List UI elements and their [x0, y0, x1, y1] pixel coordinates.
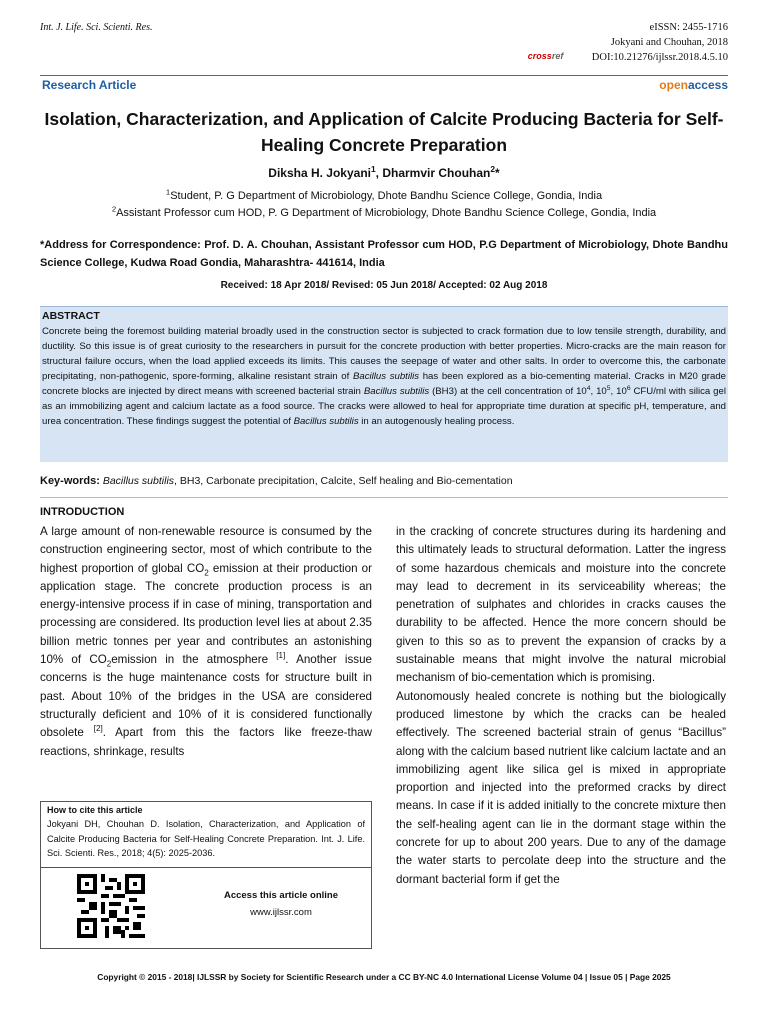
intro-c1-c: emission in the atmosphere	[111, 653, 277, 667]
crossref-logo-suffix: ref	[551, 51, 564, 61]
author-2[interactable]: Dharmvir Chouhan	[382, 166, 491, 180]
abstract-exp-5: 5	[606, 384, 611, 392]
abstract-box	[40, 306, 728, 462]
affiliation-2	[40, 204, 728, 219]
header-rule	[40, 75, 728, 76]
crossref-logo-text: cross	[527, 51, 552, 61]
abstract-p1: Concrete being the foremost building material broadly used in the construction sector is subjected to crack formation due to low tensile strength, durability, and ductility. So this issue is of great curiosity to the researchers in pursuit for the concrete production with better properties. Micro-cracks are the main reason for structural failure occurs, when the load applied exceeds its limits. This causes the seepage of water and other salts. In order to overcome this, the carbonate precipitating, non-pathogenic, spore-forming, alkaline resistant strain of	[42, 326, 726, 382]
article-type: Research Article	[42, 78, 137, 92]
abstract-exp-4: 4	[586, 384, 591, 392]
citation-title: How to cite this article	[47, 805, 143, 815]
affiliation-2-text: Assistant Professor cum HOD, P. G Department of Microbiology, Dhote Bandhu Science College, Gondia, India	[116, 207, 657, 219]
co2-sub-2: 2	[106, 659, 112, 669]
intro-c1-a: A large amount of non-renewable resource is consumed by the construction engineering sector, most of which contribute to the highest proportion of global CO	[40, 525, 372, 575]
abstract-species-1: Bacillus subtilis	[352, 371, 420, 382]
intro-c2-p2: Autonomously healed concrete is nothing but the biologically produced limestone by which the cracks can be healed effectively. The screened bacterial strain of genus “Bacillus” along with the calcium based nutrient like calcium lactate and an immobilizing agent like silica gel is mixed in appropriate proportion and injected into the preformed cracks by direct means. In case if it is added initially to the concrete mixture then the self-healing agent can lie in the dormant stage within the concrete for up to about 200 years. Due to any of the damage the water starts to percolate deep into the structure and the dormant bacterial form if get the	[396, 689, 726, 886]
abstract-species-3: Bacillus subtilis	[293, 416, 359, 427]
abstract-p4: CFU/ml with silica gel as an immobilizing agent and calcium lactate as a food source. The cracks were allowed to heal for appropriate time duration at specific pH, temperature, and urea concentration. These findings suggest the potential of	[42, 386, 726, 427]
affiliation-1-text: Student, P. G Department of Microbiology, Dhote Bandhu Science College, Gondia, India	[170, 190, 603, 202]
crossref-logo[interactable]	[528, 49, 564, 64]
abstract-p5: in an autogenously healing process.	[358, 416, 515, 427]
keywords	[40, 475, 728, 487]
author-1[interactable]: Diksha H. Jokyani	[268, 166, 371, 180]
access-online	[191, 890, 371, 918]
article-dates: Received: 18 Apr 2018/ Revised: 05 Jun 2018/ Accepted: 02 Aug 2018	[220, 280, 548, 291]
keywords-species: Bacillus subtilis	[102, 475, 175, 487]
author-2-sup: 2	[490, 164, 496, 174]
abstract-text	[42, 324, 726, 429]
journal-url-link[interactable]: www.ijlssr.com	[250, 907, 312, 918]
paper-title: Isolation, Characterization, and Application of Calcite Producing Bacteria for Self-Healing Concrete Preparation	[44, 109, 724, 155]
intro-c1-e: . Apart from this the factors like freeze-thaw reactions, shrinkage, results	[40, 726, 372, 758]
author-separator: ,	[375, 166, 383, 180]
citation-divider	[41, 867, 371, 868]
authors-short: Jokyani and Chouhan, 2018	[610, 37, 728, 48]
intro-c1-b: emission at their production or application stage. The concrete production process is an energy-intensive process if in case of mining, transportation and processing are considered. Its production level lies at about 2.35 billion metric tonnes per year and contributes an astonishing 10% of CO	[40, 561, 372, 667]
abstract-exp-6: 6	[626, 384, 631, 392]
reference-1[interactable]: [1]	[276, 651, 286, 661]
access-label: Access this article online	[223, 890, 339, 901]
qr-code-icon[interactable]	[77, 874, 145, 938]
affiliation-1-sup: 1	[165, 187, 171, 197]
open-access-access: access	[687, 78, 728, 92]
open-access-open: open	[659, 78, 688, 92]
header-right	[527, 20, 728, 65]
intro-c2-p1: in the cracking of concrete structures during its hardening and this ultimately leads to structural deformation. Latter the ingress of some hazardous chemicals and moisture into the concrete may lead to decrement in its serviceability whereas; the penetration of sulphates and chlorides in cracks causes the durability to be affected. Hence the more concern should be given to this so as to prevent the expansion of cracks by a sustainable means that might involve the natural microbial mechanism of bio-cementation which is promising.	[396, 525, 726, 685]
keywords-divider	[40, 497, 728, 498]
intro-column-1	[40, 523, 372, 761]
abstract-p3: (BH3) at the cell concentration of 10	[429, 386, 587, 397]
author-list	[40, 166, 728, 180]
affiliation-2-sup: 2	[111, 204, 117, 214]
citation-text: Jokyani DH, Chouhan D. Isolation, Characterization, and Application of Calcite Producing Bacteria for Self-Healing Concrete Preparation. Int. J. Life. Sci. Scienti. Res., 2018; 4(5): 2025-2036.	[47, 819, 365, 858]
intro-c1-d: . Another issue concerns is the huge maintenance costs for structure built in past. About 10% of the bridges in the USA are considered structurally deficient and 10% of it is considered functionally obsolete	[40, 653, 372, 740]
introduction-heading: INTRODUCTION	[40, 506, 125, 518]
corresponding-star: *	[495, 166, 500, 180]
abstract-comma-1: , 10	[590, 386, 607, 397]
abstract-species-2: Bacillus subtilis	[363, 386, 430, 397]
keywords-label: Key-words:	[40, 475, 100, 487]
abstract-comma-2: , 10	[610, 386, 627, 397]
keywords-rest: , BH3, Carbonate precipitation, Calcite, Self healing and Bio-cementation	[174, 475, 513, 487]
affiliation-1	[40, 187, 728, 202]
author-1-sup: 1	[371, 164, 376, 174]
citation-box	[40, 801, 372, 949]
abstract-heading: ABSTRACT	[42, 310, 100, 322]
journal-name: Int. J. Life. Sci. Scienti. Res.	[40, 22, 153, 33]
page-footer: Copyright © 2015 - 2018| IJLSSR by Society for Scientific Research under a CC BY-NC 4.0 International License Volume 04 | Issue 05 | Page 2025	[97, 972, 671, 982]
reference-2[interactable]: [2]	[93, 724, 103, 734]
co2-sub-1: 2	[204, 567, 209, 577]
open-access-logo	[659, 78, 728, 92]
eissn: eISSN: 2455-1716	[649, 22, 728, 33]
correspondence: *Address for Correspondence: Prof. D. A. Chouhan, Assistant Professor cum HOD, P.G Department of Microbiology, Dhote Bandhu Science College, Kudwa Road Gondia, Maharashtra- 441614, India	[40, 239, 728, 269]
doi-link[interactable]: DOI:10.21276/ijlssr.2018.4.5.10	[591, 52, 728, 63]
abstract-p2: has been explored as a bio-cementing material. Cracks in M20 grade concrete blocks are injected by direct means with screened bacterial strain	[42, 371, 726, 397]
intro-column-2	[396, 523, 726, 889]
